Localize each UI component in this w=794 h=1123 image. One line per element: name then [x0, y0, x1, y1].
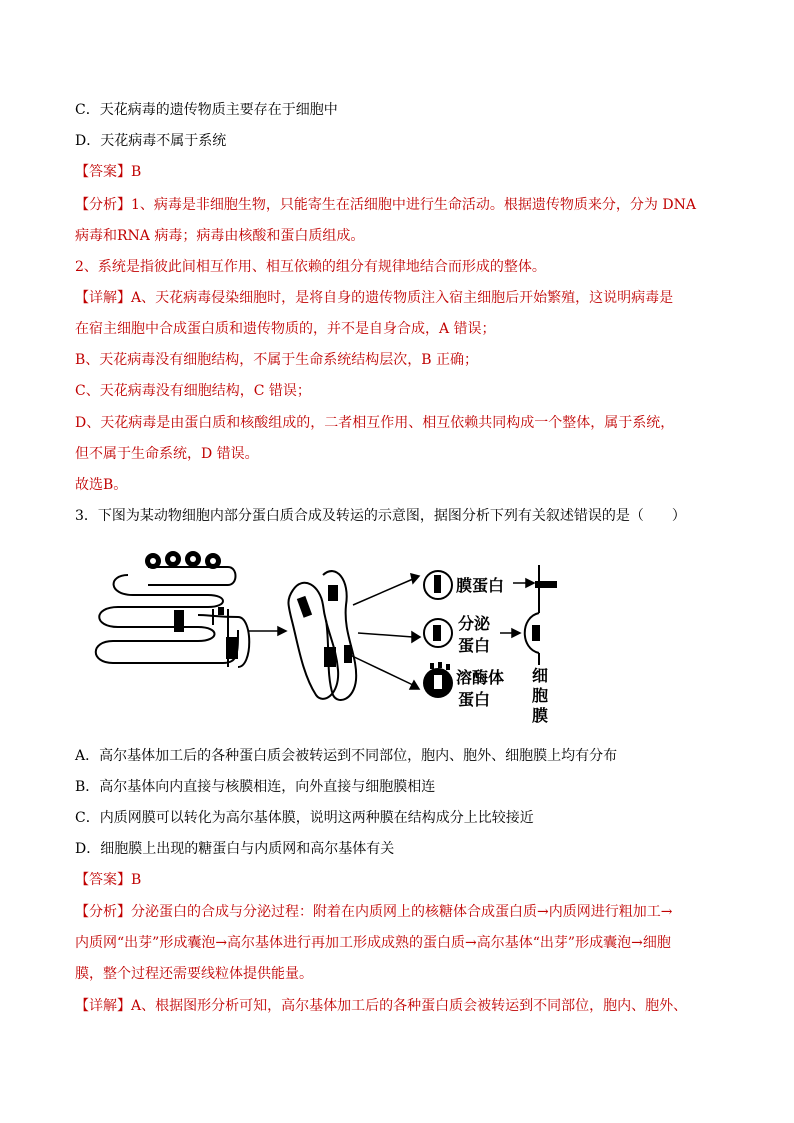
detail-1-choose: 故选B。: [75, 477, 128, 493]
detail-1-c: C、天花病毒没有细胞结构，C 错误；: [75, 383, 311, 399]
answer-value: B: [131, 164, 142, 180]
analysis-1: [75, 195, 696, 215]
cell-protein-diagram: [88, 545, 568, 725]
detail-tag: 【详解】: [75, 998, 131, 1014]
detail-text: A、根据图形分析可知，高尔基体加工后的各种蛋白质会被转运到不同部位，胞内、胞外、: [131, 998, 688, 1014]
label-cell-membrane-2: 胞: [532, 686, 549, 705]
q3-option-a: A．高尔基体加工后的各种蛋白质会被转运到不同部位，胞内、胞外、细胞膜上均有分布: [75, 748, 618, 764]
detail-tag: 【详解】: [75, 290, 131, 306]
analysis-tag: 【分析】: [75, 904, 131, 920]
golgi-apparatus: [288, 571, 356, 700]
q3-option-c: C．内质网膜可以转化为高尔基体膜，说明这两种膜在结构成分上比较接近: [75, 810, 534, 826]
detail-1-d: D、天花病毒是由蛋白质和核酸组成的，二者相互作用、相互依赖共同构成一个整体，属于系统，: [75, 415, 675, 431]
vesicle-secreted-protein: [424, 619, 452, 647]
detail-1: [75, 288, 673, 308]
label-lysosome-2: 蛋白: [458, 690, 491, 709]
answer-2: [75, 870, 141, 890]
label-secreted-1: 分泌: [458, 614, 491, 633]
analysis-2: [75, 902, 672, 922]
analysis-text: 1、病毒是非细胞生物，只能寄生在活细胞中进行生命活动。根据遗传物质来分，分为 DNA: [131, 197, 696, 213]
label-lysosome-1: 溶酶体: [456, 668, 505, 687]
analysis-text: 分泌蛋白的合成与分泌过程：附着在内质网上的核糖体合成蛋白质→内质网进行粗加工→: [131, 904, 673, 920]
label-cell-membrane-1: 细: [532, 666, 549, 685]
arrows-from-golgi: [350, 574, 420, 689]
analysis-2-cont: 内质网“出芽”形成囊泡→高尔基体进行再加工形成成熟的蛋白质→高尔基体“出芽”形成囊泡→细胞: [75, 935, 671, 951]
label-membrane-protein: 膜蛋白: [456, 576, 505, 595]
option-d-text: D．天花病毒不属于系统: [75, 133, 227, 149]
detail-1-cont: 在宿主细胞中合成蛋白质和遗传物质的，并不是自身合成，A 错误；: [75, 321, 496, 337]
detail-1-b: B、天花病毒没有细胞结构，不属于生命系统结构层次，B 正确；: [75, 352, 479, 368]
answer-value: B: [131, 872, 142, 888]
option-c-text: C．天花病毒的遗传物质主要存在于细胞中: [75, 102, 338, 118]
detail-2: [75, 996, 687, 1016]
vesicle-membrane-protein: [424, 571, 452, 599]
detail-text: A、天花病毒侵染细胞时，是将自身的遗传物质注入宿主细胞后开始繁殖，这说明病毒是: [131, 290, 674, 306]
answer-tag: 【答案】: [75, 164, 131, 180]
q3-option-b: B．高尔基体向内直接与核膜相连，向外直接与细胞膜相连: [75, 779, 436, 795]
question-3: 3．下图为某动物细胞内部分蛋白质合成及转运的示意图，据图分析下列有关叙述错误的是（ ）: [75, 508, 686, 524]
arrow-er-to-golgi: [248, 627, 286, 635]
q3-option-d: D．细胞膜上出现的糖蛋白与内质网和高尔基体有关: [75, 841, 395, 857]
membrane-proteins: [532, 581, 557, 641]
vesicle-lysosome-protein: [423, 662, 453, 698]
arrows-to-membrane: [500, 579, 534, 637]
analysis-1-cont: 病毒和RNA 病毒；病毒由核酸和蛋白质组成。: [75, 228, 365, 244]
analysis-1-point2: 2、系统是指彼此间相互作用、相互依赖的组分有规律地结合而形成的整体。: [75, 259, 546, 275]
label-secreted-2: 蛋白: [458, 636, 491, 655]
analysis-2-cont2: 膜，整个过程还需要线粒体提供能量。: [75, 966, 313, 982]
answer-tag: 【答案】: [75, 872, 131, 888]
analysis-tag: 【分析】: [75, 197, 131, 213]
detail-1-d-cont: 但不属于生命系统，D 错误。: [75, 446, 259, 462]
golgi-vesicles: [297, 585, 352, 667]
label-cell-membrane-3: 膜: [532, 706, 549, 725]
answer-1: [75, 162, 141, 182]
